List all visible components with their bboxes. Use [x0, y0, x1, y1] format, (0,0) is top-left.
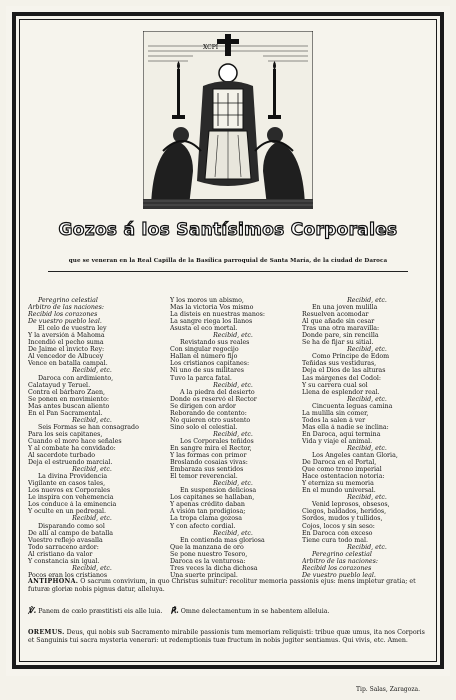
verse-line: Resuelven acomodar: [302, 311, 369, 319]
verse-line: Mas la victoria Vos mismo: [170, 304, 254, 312]
response-mark: ℟.: [170, 605, 179, 615]
verse-line: La divina Providencia: [38, 473, 108, 481]
verse-line: Y la aversión á Mahoma: [28, 332, 105, 340]
verse-line: En el Pan Sacramental.: [28, 409, 103, 417]
verse-line: Asusta el eco mortal.: [170, 325, 238, 333]
verse-line: Recibid, etc.: [347, 346, 387, 354]
verse-line: Que como trono imperial: [302, 466, 382, 474]
verse-line: La disteis en nuestras manos:: [170, 311, 266, 319]
page-subtitle: que se veneran en la Real Capilla de la Basílica parroquial de Santa María, de la ciudad de Daroca: [68, 258, 388, 264]
versicle-mark: ℣.: [28, 605, 37, 615]
verse-line: Y su carrera cual sol: [302, 381, 368, 389]
verse-line: De vuestro pueblo leal.: [302, 571, 376, 579]
verse-line: Cojos, locos y sin seso:: [302, 522, 375, 530]
verse-line: La sangre riega los llanos: [170, 318, 253, 326]
verse-line: La tropa clama gozosa: [170, 515, 242, 523]
verse-line: Arbitro de las naciones:: [302, 557, 378, 565]
printer-imprint: Tip. Salas, Zaragoza.: [356, 686, 420, 693]
verse-line: Recibid, etc.: [72, 416, 112, 424]
verse-line: Recibid, etc.: [213, 529, 253, 537]
verse-line: Llena de esplendor real.: [302, 388, 380, 396]
verse-line: Y constancia sin igual.: [28, 557, 100, 565]
verse-line: El temor reverencial.: [170, 473, 238, 481]
verse-line: Los Corporales teñidos: [180, 437, 254, 445]
response-text: Omne delectamentum in se habentem alleluia.: [180, 608, 330, 615]
broadside-sheet: [6, 6, 450, 676]
verse-line: De Daroca en el Portal,: [302, 459, 377, 467]
verse-line: De Jaime el invicto Rey:: [28, 346, 105, 354]
verse-line: En contienda mas gloriosa: [180, 536, 265, 544]
verse-line: Al sacerdote turbado: [28, 452, 96, 460]
verse-line: Recibid, etc.: [213, 480, 253, 488]
verse-line: Arbitro de las naciones:: [28, 304, 104, 312]
verse-line: Los capitanes se hallaban,: [170, 494, 255, 502]
verse-line: Recibid, etc.: [347, 494, 387, 502]
verse-line: Vida y viaje el animal.: [302, 437, 373, 445]
verse-line: Deja el Dios de las alturas: [302, 367, 386, 375]
verse-line: A visión tan prodigiosa;: [170, 508, 246, 516]
verse-line: Recibid, etc.: [213, 430, 253, 438]
verse-line: Daroca con ardimiento,: [38, 374, 114, 382]
verse-line: Se ponen en movimiento:: [28, 395, 110, 403]
verse-line: En suspension deliciosa: [180, 487, 257, 495]
verse-line: Donde pare, sin rencilla: [302, 332, 379, 340]
verse-line: Seis Formas se han consagrado: [38, 423, 139, 431]
verse-line: Vence en batalla campal.: [28, 360, 108, 368]
verse-line: Y apenas crédito daban: [170, 501, 245, 509]
verse-line: Tuvo la parca fatal.: [170, 374, 232, 382]
verse-line: Para los seis capitanes,: [28, 430, 103, 438]
verse-line: Los conduce á la eminencia: [28, 501, 117, 509]
verse-line: Tres veces la dicha dichosa: [170, 564, 258, 572]
oremus-label: OREMUS.: [28, 629, 65, 636]
verse-line: Vuestro reflejo avasalla: [28, 536, 103, 544]
verse-line: Se ha de fijar su sitial.: [302, 339, 374, 347]
verse-line: En una joven mulilla: [312, 304, 378, 312]
engraving-illustration: [143, 31, 313, 209]
verse-line: En el mundo universal.: [302, 487, 376, 495]
oremus-paragraph: [28, 629, 432, 644]
verse-line: Sordos, mudos y tullidos,: [302, 515, 383, 523]
verse-line: Peregrino celestial: [312, 550, 372, 558]
verse-line: Broslando cosaias vivas:: [170, 459, 248, 467]
verse-line: Daroca es la venturosa:: [170, 557, 246, 565]
verse-line: Recibid, etc.: [347, 543, 387, 551]
verse-line: De allí al campo de batalla: [28, 529, 114, 537]
verse-line: Hallan el número fijo: [170, 353, 238, 361]
verse-line: Cuando el moro hace señales: [28, 437, 122, 445]
verse-line: Y al combate ha convidado:: [28, 444, 116, 452]
verse-line: Venid leprosos, obsesos,: [312, 501, 390, 509]
verse-line: Recibid, etc.: [213, 381, 253, 389]
verse-line: Recibid, etc.: [72, 564, 112, 572]
verse-line: Embaraza sus sentidos: [170, 466, 244, 474]
antiphona-paragraph: [28, 578, 432, 593]
verse-line: Se pone nuestro Tesoro,: [170, 550, 248, 558]
verse-line: Y con afecto cordial.: [170, 522, 236, 530]
verse-line: Disparando como sol: [38, 522, 105, 530]
verse-line: Incendió el pecho suma: [28, 339, 104, 347]
verse-line: Que la manzana de oro: [170, 543, 244, 551]
verse-line: Los cristianos capitanes:: [170, 360, 250, 368]
verse-line: Con singular regocijo: [170, 346, 239, 354]
verse-line: Todo sarraceno ardor:: [28, 543, 99, 551]
verse-line: Hace ostentacion notoria:: [302, 473, 385, 481]
verse-line: Los nuevos ex Corporales: [28, 487, 111, 495]
verse-line: Tiene cura todo mal.: [302, 536, 368, 544]
verse-line: Recibid, etc.: [213, 332, 253, 340]
verse-line: El celo de vuestra ley: [38, 325, 107, 333]
verse-line: No quieren otro sustento: [170, 416, 251, 424]
verse-column-2: [170, 297, 296, 579]
verse-line: Como Príncipe de Edom: [312, 353, 390, 361]
verse-line: Y eterniza su memoria: [302, 480, 374, 488]
verse-line: Ciegos, baldados, heridos,: [302, 508, 387, 516]
versicle-line: [28, 607, 432, 616]
verse-line: Ni uno de sus militares: [170, 367, 244, 375]
verse-line: Los Angeles cantan Gloria,: [312, 452, 398, 460]
verse-line: En sangre mira el Rector,: [170, 444, 252, 452]
verse-line: Las márgenes del Codol:: [302, 374, 382, 382]
verse-line: Teñidas sus vestiduras,: [302, 360, 377, 368]
verse-line: Tras una otra maravilla:: [302, 325, 380, 333]
verse-line: De vuestro pueblo leal.: [28, 318, 102, 326]
verse-column-3: [302, 297, 432, 579]
verse-line: Recibid, etc.: [347, 395, 387, 403]
verse-line: A la piedra del desierto: [180, 388, 255, 396]
verse-column-1: [28, 297, 156, 579]
verse-line: Recibid los corazones: [302, 564, 372, 572]
verse-line: Una suerte principal.: [170, 571, 238, 579]
engraving-inscription: XCPI: [203, 44, 219, 51]
verse-line: En Daroca con exceso: [302, 529, 373, 537]
page-title: Gozos á los Santísimos Corporales: [58, 220, 398, 240]
verse-line: Recibid los corazones: [28, 311, 98, 319]
verse-line: Peregrino celestial: [38, 297, 98, 304]
verse-line: Y oculte en un pedregal.: [28, 508, 107, 516]
verse-line: Donde os reservó el Rector: [170, 395, 257, 403]
versicle-text: Panem de cœlo præstitisti eis alle luia.: [38, 608, 163, 615]
verse-line: Revistando sus reales: [180, 339, 250, 347]
verse-line: Al cristiano da valor: [28, 550, 93, 558]
antiphona-text: O sacrum convivium, in quo Christus sumitur: recolitur memoria passionis ejus: mens impletur gratia; et futuræ gloriæ nobis pignus datur, alleluya.: [28, 578, 416, 593]
verse-line: Y las formas con primor: [170, 452, 247, 460]
verse-line: Recibid, etc.: [72, 515, 112, 523]
antiphona-label: ANTIPHONA.: [28, 578, 79, 585]
oremus-text: Deus, qui nobis sub Sacramento mirabile passionis tum memoriam reliquisti: tribue quæ umus, ita nos Corporis et Sanguinis tui sacra mysteria venerari: ut redemptionis tuæ fructum in nobis jugiter sentiamus. Qui vivis, etc. Amen.: [28, 629, 425, 644]
verse-line: Pocos eran los cristianos: [28, 571, 108, 579]
verse-line: Sino solo el celestial.: [170, 423, 238, 431]
title-rule: [48, 271, 408, 272]
verse-line: Deja el estruendo marcial.: [28, 459, 113, 467]
verse-line: Recibid, etc.: [347, 297, 387, 304]
verse-line: Recibid, etc.: [72, 466, 112, 474]
verse-line: Le inspira con vehemencia: [28, 494, 114, 502]
verse-line: Al que añade sin cesar: [302, 318, 375, 326]
verse-line: Mas antes buscan aliento: [28, 402, 110, 410]
verse-line: Recibid, etc.: [347, 444, 387, 452]
verse-line: Vigilante en casos tales,: [28, 480, 106, 488]
verse-line: En Daroca, aquí termina: [302, 430, 381, 438]
verse-line: Recibid, etc.: [72, 367, 112, 375]
verse-line: Y los moros un abismo,: [170, 297, 244, 304]
verse-line: La mulilla sin comer,: [302, 409, 369, 417]
verse-line: Calatayud y Teruel.: [28, 381, 91, 389]
verse-line: Todos la salen á ver: [302, 416, 366, 424]
verse-line: Se dirigen con ardor: [170, 402, 236, 410]
verse-line: Mas ella á nadie se inclina:: [302, 423, 389, 431]
verse-line: Al vencedor de Albucey: [28, 353, 104, 361]
verse-line: Contra el bárbaro Zaen,: [28, 388, 105, 396]
verse-line: Reborando de contento:: [170, 409, 247, 417]
verse-line: Cincuenta leguas camina: [312, 402, 393, 410]
